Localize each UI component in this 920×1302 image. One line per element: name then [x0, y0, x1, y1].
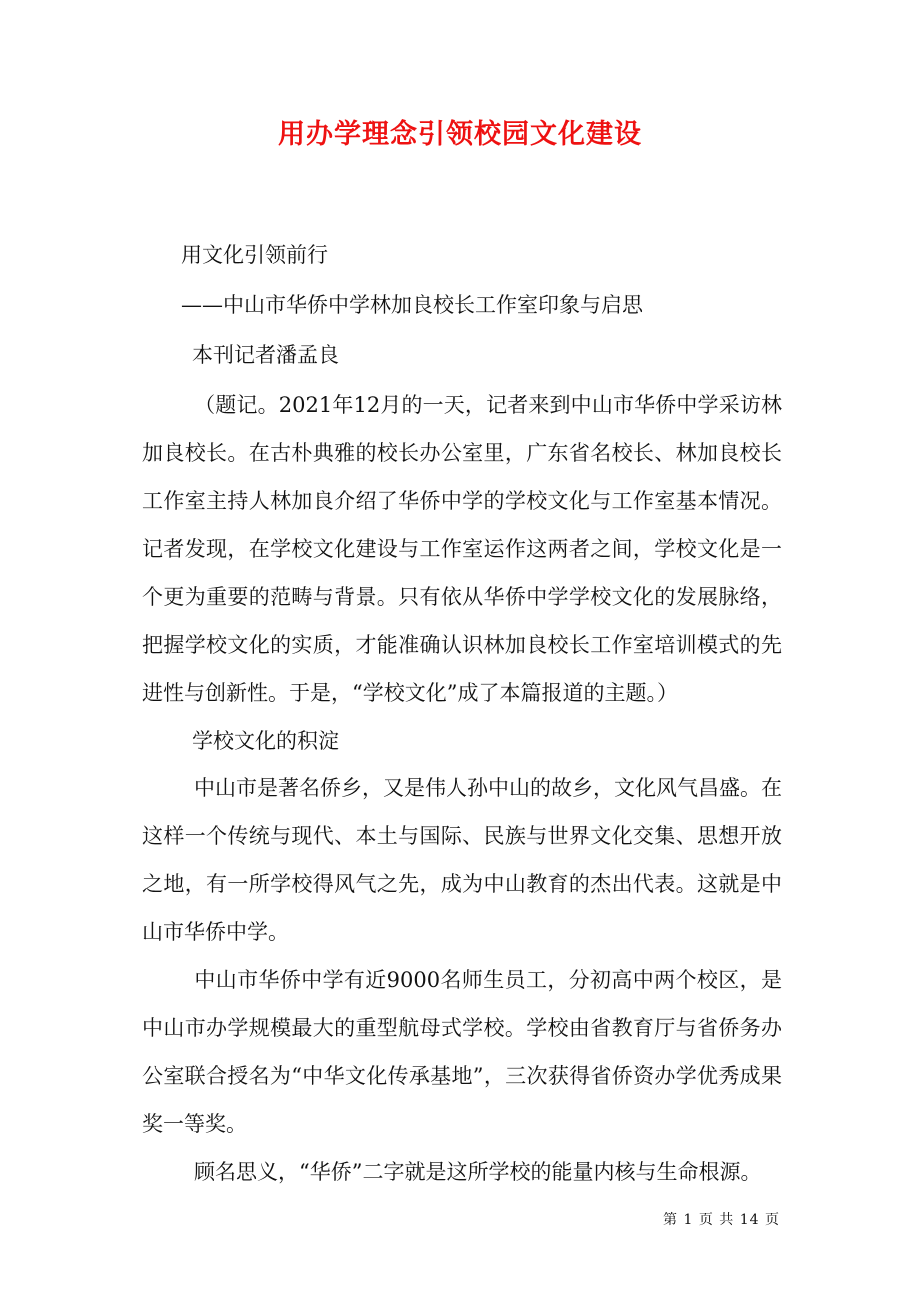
epigraph-text: （题记。2021年12月的一天，记者来到中山市华侨中学采访林加良校长。在古朴典雅的校长办公室里，广东省名校长、林加良校长工作室主持人林加良介绍了华侨中学的学校文化与工作室基本情况。记者发现，在学校文化建设与工作室运作这两者之间，学校文化是一个更为重要的范畴与背景。只有依从华侨中学学校文化的发展脉络，把握学校文化的实质，才能准确认识林加良校长工作室培训模式的先进性与创新性。于是，“学校文化”成了本篇报道的主题。）	[142, 393, 782, 705]
byline: ——中山市华侨中学林加良校长工作室印象与启思	[181, 293, 643, 317]
paragraph-text: 中山市华侨中学有近9000名师生员工，分初高中两个校区，是中山市办学规模最大的重型航母式学校。学校由省教育厅与省侨务办公室联合授名为“中华文化传承基地”，三次获得省侨资办学优秀成果奖一等奖。	[142, 968, 782, 1136]
body-paragraph	[142, 956, 782, 1148]
document-title: 用办学理念引领校园文化建设	[278, 119, 642, 150]
body-paragraph	[142, 764, 782, 956]
subtitle: 用文化引领前行	[181, 243, 328, 267]
page-number: 第 1 页 共 14 页	[663, 1212, 780, 1228]
paragraph-text: 顾名思义，“华侨”二字就是这所学校的能量内核与生命根源。	[194, 1160, 762, 1184]
section-heading: 学校文化的积淀	[192, 729, 339, 753]
reporter-line: 本刊记者潘孟良	[192, 343, 339, 367]
epigraph-paragraph	[142, 381, 782, 717]
paragraph-text: 中山市是著名侨乡，又是伟人孙中山的故乡，文化风气昌盛。在这样一个传统与现代、本土与国际、民族与世界文化交集、思想开放之地，有一所学校得风气之先，成为中山教育的杰出代表。这就是中山市华侨中学。	[142, 776, 782, 944]
body-paragraph	[142, 1148, 782, 1196]
